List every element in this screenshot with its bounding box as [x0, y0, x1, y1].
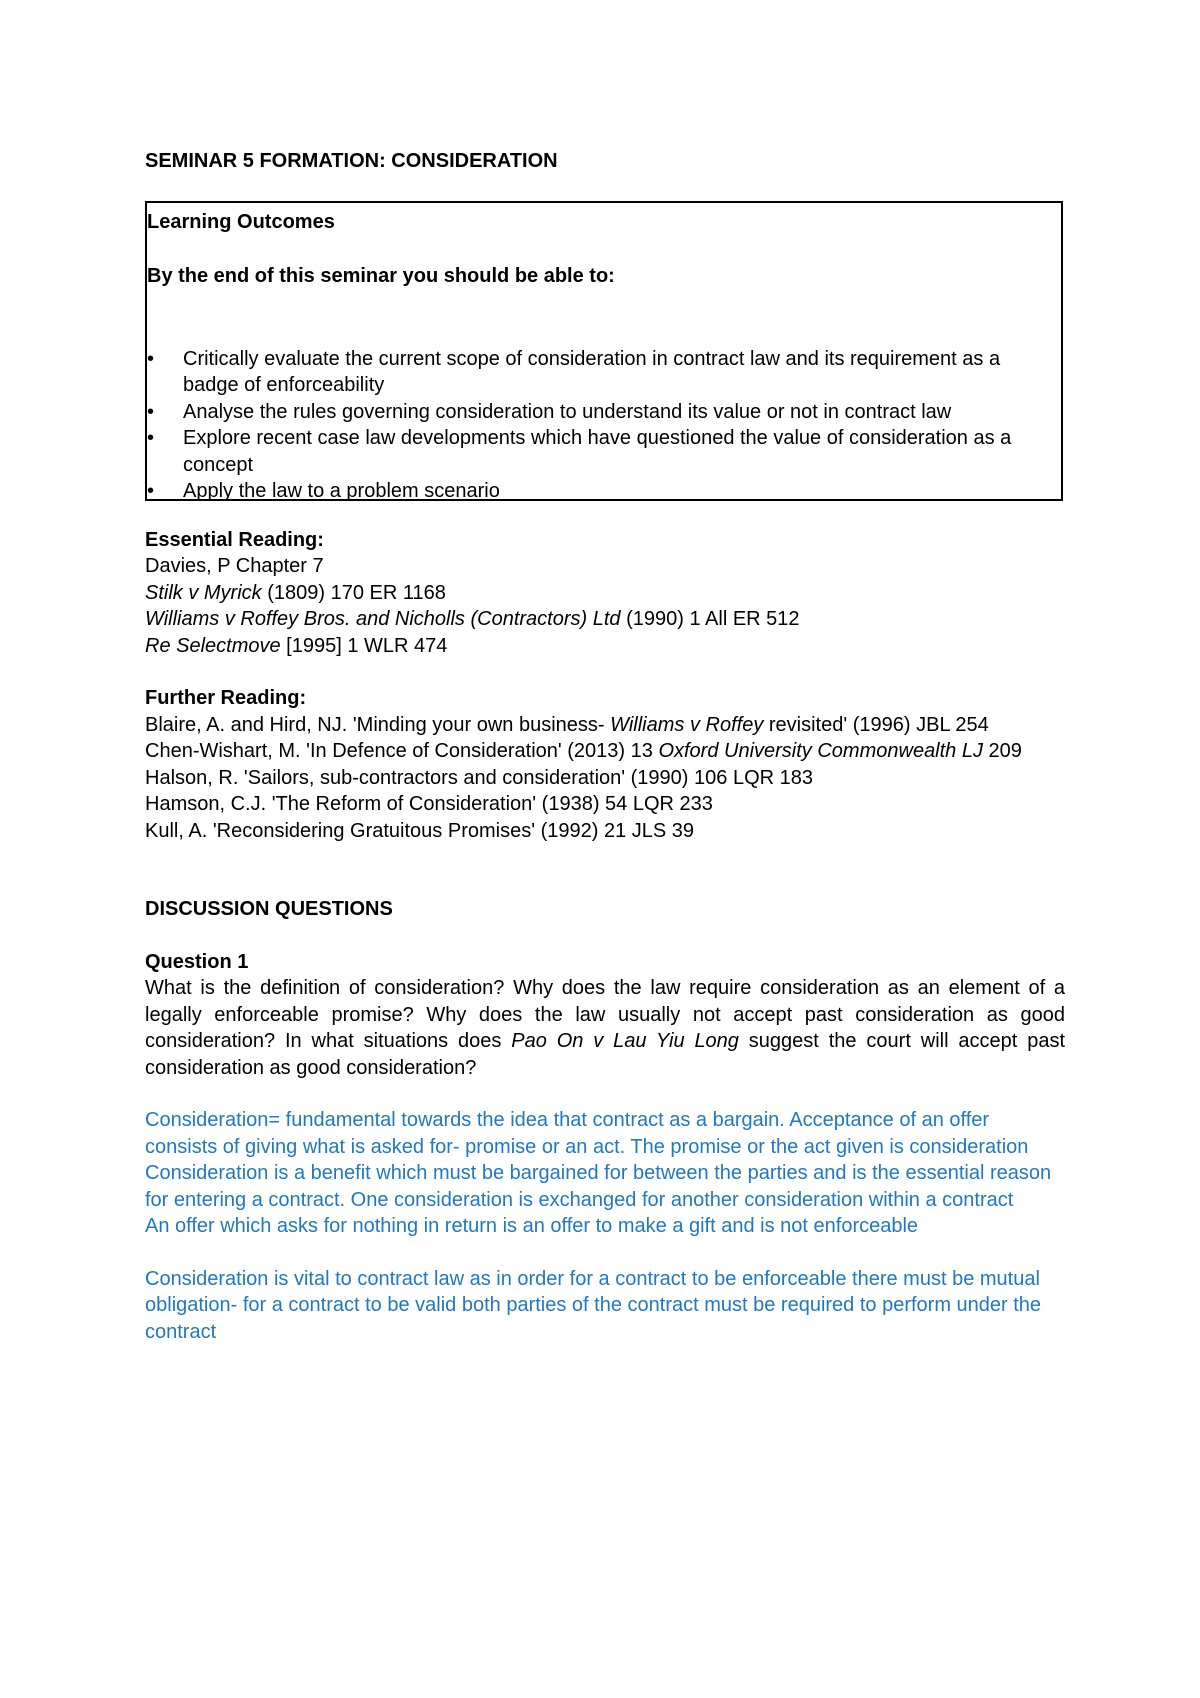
essential-reading-heading: Essential Reading: — [145, 528, 324, 551]
question-text-part: suggest the court will accept past consideration as good consideration? — [145, 1030, 1065, 1079]
reading-item — [145, 553, 1065, 580]
bullet-icon: • — [147, 400, 155, 423]
document-content — [145, 148, 1065, 1345]
journal-name: Oxford University Commonwealth LJ — [658, 740, 983, 762]
question-heading: Question 1 — [145, 950, 249, 973]
question-text-part: What is the definition of consideration? Why does the law require consideration as an element of a legally enforceable promise? Why does the law usually not accept past consideration as good consideration? In what situations does — [145, 977, 1065, 1052]
reading-item — [145, 712, 1065, 739]
citation: (1990) 1 All ER 512 — [620, 608, 800, 630]
further-reading-section — [145, 685, 1065, 844]
learning-outcomes-list — [147, 346, 1057, 505]
discussion-heading: DISCUSSION QUESTIONS — [145, 898, 393, 920]
page-title: SEMINAR 5 FORMATION: CONSIDERATION — [145, 150, 558, 172]
bullet-icon: • — [147, 427, 155, 449]
list-item — [147, 399, 1057, 426]
reading-item — [145, 580, 1065, 607]
list-item — [147, 346, 1057, 399]
citation: [1995] 1 WLR 474 — [280, 634, 448, 657]
reading-item: Halson, R. 'Sailors, sub-contractors and consideration' (1990) 106 LQR 183 — [145, 766, 813, 789]
bullet-icon: • — [147, 480, 155, 502]
reading-text: revisited' (1996) JBL 254 — [763, 713, 989, 736]
reading-item: Kull, A. 'Reconsidering Gratuitous Promises' (1992) 21 JLS 39 — [145, 819, 695, 842]
outcome-text: Apply the law to a problem scenario — [183, 480, 500, 502]
essential-reading-section — [145, 527, 1065, 660]
outcome-text: Critically evaluate the current scope of consideration in contract law and its requirement as a badge of enforceability — [183, 347, 1001, 396]
learning-outcomes-heading: Learning Outcomes — [147, 210, 335, 233]
reading-item: Hamson, C.J. 'The Reform of Consideration' (1938) 54 LQR 233 — [145, 793, 713, 815]
answer-paragraph: An offer which asks for nothing in return is an offer to make a gift and is not enforceable — [145, 1215, 919, 1237]
further-reading-heading: Further Reading: — [145, 687, 307, 709]
learning-outcomes-lead: By the end of this seminar you should be able to: — [147, 265, 615, 287]
case-name: Re Selectmove — [145, 634, 281, 657]
answer-paragraph: Consideration is vital to contract law as in order for a contract to be enforceable there must be mutual obligation- for a contract to be valid both parties of the contract must be required to perform under the contract — [145, 1267, 1042, 1343]
list-item — [147, 478, 1057, 505]
reading-item — [145, 633, 1065, 660]
answer-paragraph: Consideration= fundamental towards the idea that contract as a bargain. Acceptance of an offer consists of giving what is asked for- promise or an act. The promise or the act given is consideration — [145, 1109, 1029, 1158]
case-name: Stilk v Myrick — [145, 581, 262, 604]
question-text — [145, 975, 1065, 1081]
bullet-icon: • — [147, 347, 155, 370]
answer-section — [145, 1107, 1065, 1345]
reading-text: Davies, P Chapter 7 — [145, 555, 324, 577]
reading-text: 209 — [983, 740, 1022, 762]
reading-item — [145, 606, 1065, 633]
reading-text: Chen-Wishart, M. 'In Defence of Consideration' (2013) 13 — [145, 740, 659, 762]
outcome-text: Analyse the rules governing consideration to understand its value or not in contract law — [183, 400, 952, 423]
case-name: Pao On v Lau Yiu Long — [511, 1030, 739, 1052]
list-item — [147, 425, 1057, 478]
answer-paragraph: Consideration is a benefit which must be bargained for between the parties and is the essential reason for entering a contract. One consideration is exchanged for another consideration within a contract — [145, 1162, 1052, 1211]
case-name: Williams v Roffey Bros. and Nicholls (Contractors) Ltd — [145, 608, 621, 630]
outcome-text: Explore recent case law developments which have questioned the value of consideration as a concept — [183, 427, 1012, 476]
reading-item — [145, 738, 1065, 765]
citation: (1809) 170 ER 1168 — [261, 581, 446, 604]
learning-outcomes-box — [145, 201, 1063, 501]
case-name: Williams v Roffey — [610, 713, 764, 736]
reading-text: Blaire, A. and Hird, NJ. 'Minding your own business- — [145, 713, 611, 736]
